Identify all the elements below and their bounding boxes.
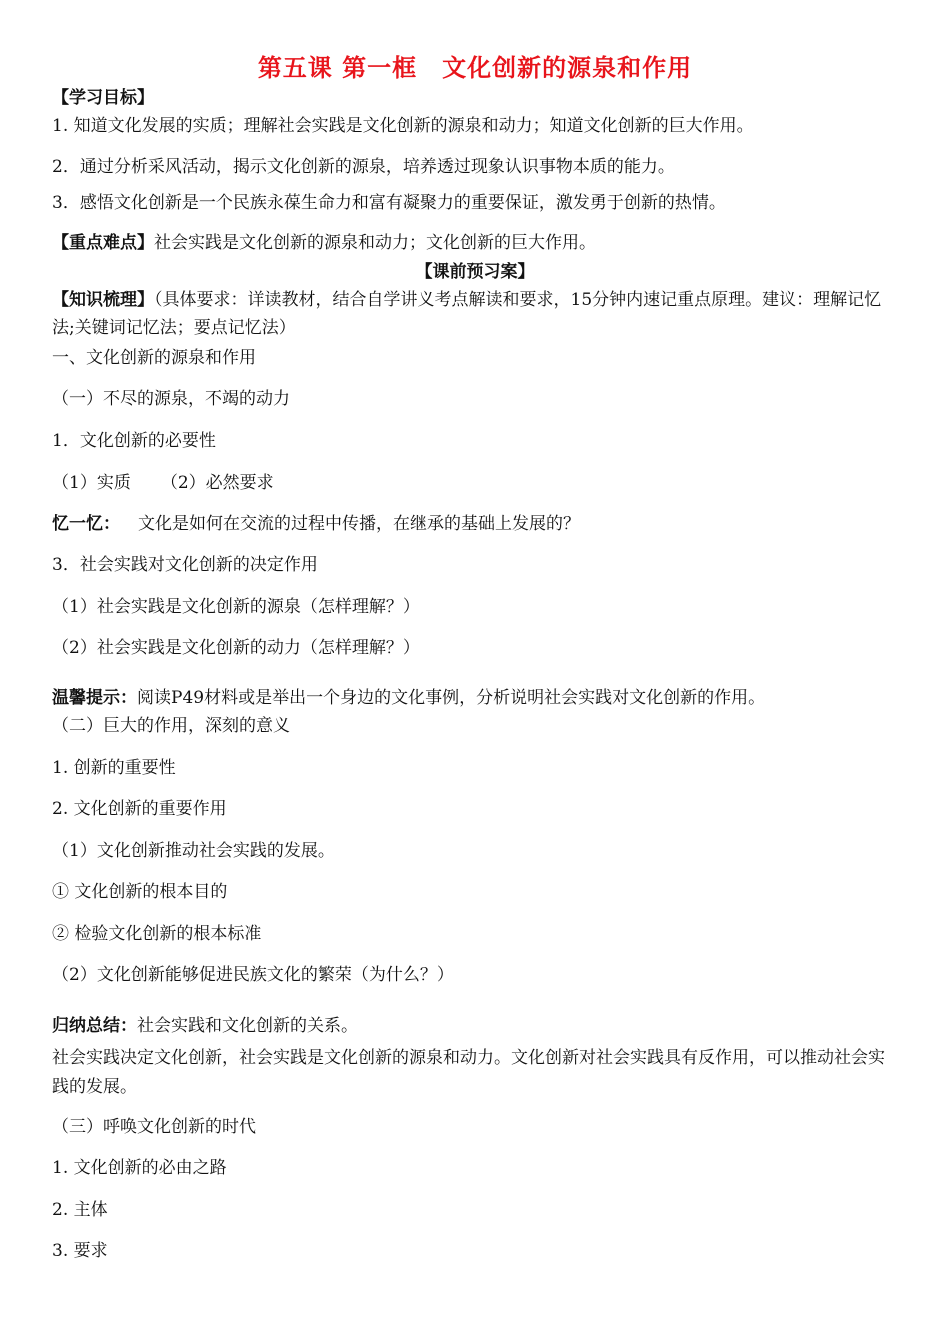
summary-line [52,1014,358,1038]
tip-text: 阅读P49材料或是举出一个身边的文化事例，分析说明社会实践对文化创新的作用。 [137,688,766,708]
goal-item-1: 1. 知道文化发展的实质；理解社会实践是文化创新的源泉和动力；知道文化创新的巨大作用。 [52,116,754,136]
preview-heading: 【课前预习案】 [415,262,535,282]
goal-item-2: 2．通过分析采风活动，揭示文化创新的源泉，培养透过现象认识事物本质的能力。 [52,157,675,177]
section1-heading: 一、文化创新的源泉和作用 [52,348,256,368]
item-3-2: （2）社会实践是文化创新的动力（怎样理解？） [52,638,420,658]
s2-item-1: 1. 创新的重要性 [52,758,176,778]
item-3: 3．社会实践对文化创新的决定作用 [52,555,318,575]
tip-line [52,686,765,710]
goals-heading: 【学习目标】 [52,88,154,108]
summary-label: 归纳总结： [52,1016,137,1036]
s2-circle-1: ① 文化创新的根本目的 [52,882,228,902]
recall-label: 忆一忆： [52,514,120,534]
sub-heading-3: （三）呼唤文化创新的时代 [52,1117,256,1137]
item-3-1: （1）社会实践是文化创新的源泉（怎样理解？） [52,597,420,617]
s3-item-2: 2. 主体 [52,1200,108,1220]
page-title: 第五课 第一框 文化创新的源泉和作用 [257,54,693,82]
key-points-label: 【重点难点】 [52,233,154,253]
item-1: 1．文化创新的必要性 [52,431,216,451]
key-points-text: 社会实践是文化创新的源泉和动力；文化创新的巨大作用。 [154,233,596,253]
recall-text: 文化是如何在交流的过程中传播，在继承的基础上发展的？ [138,514,580,534]
s2-circle-2: ② 检验文化创新的根本标准 [52,924,262,944]
item-1-parts [52,471,274,495]
knowledge-paragraph [52,286,898,342]
summary-text: 社会实践和文化创新的关系。 [137,1016,358,1036]
item-1-b: （2）必然要求 [160,473,274,493]
summary-body: 社会实践决定文化创新，社会实践是文化创新的源泉和动力。文化创新对社会实践具有反作用，可以推动社会实践的发展。 [52,1048,885,1097]
s2-item-2-2: （2）文化创新能够促进民族文化的繁荣（为什么？） [52,965,454,985]
tip-label: 温馨提示： [52,688,137,708]
knowledge-label: 【知识梳理】 [52,290,154,310]
recall-line [52,512,580,536]
s3-item-3: 3. 要求 [52,1241,108,1261]
s2-item-2: 2. 文化创新的重要作用 [52,799,227,819]
item-1-a: （1）实质 [52,473,131,493]
key-points [52,231,596,255]
s2-item-2-1: （1）文化创新推动社会实践的发展。 [52,841,335,861]
sub-heading-2: （二）巨大的作用，深刻的意义 [52,716,290,736]
s3-item-1: 1. 文化创新的必由之路 [52,1158,227,1178]
goal-item-3: 3．感悟文化创新是一个民族永葆生命力和富有凝聚力的重要保证，激发勇于创新的热情。 [52,193,726,213]
sub-heading-1: （一）不尽的源泉，不竭的动力 [52,389,290,409]
knowledge-text: （具体要求：详读教材，结合自学讲义考点解读和要求，15分钟内速记重点原理。建议：理解记忆法;关键词记忆法；要点记忆法） [52,290,882,338]
